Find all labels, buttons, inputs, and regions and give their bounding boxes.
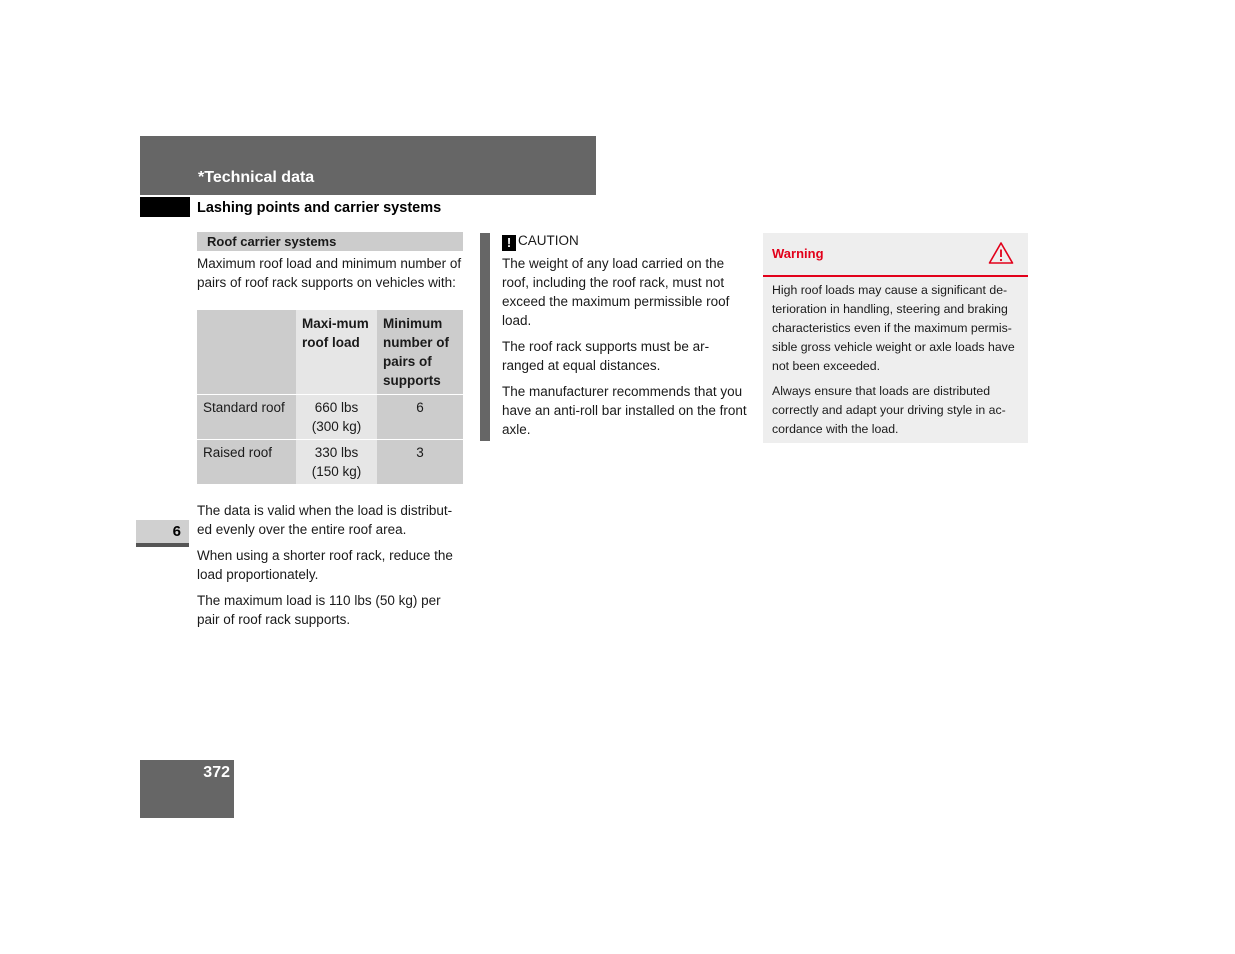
note-text: The maximum load is 110 lbs (50 kg) per pair of roof rack supports.: [197, 593, 441, 627]
caution-bar: [480, 233, 490, 441]
page-number-box: [140, 760, 234, 818]
caution-text: The weight of any load carried on the roof, including the roof rack, must not exceed the maximum permissible roof load.: [502, 256, 730, 328]
left-column: [197, 232, 463, 636]
page-number: 372: [203, 764, 230, 781]
warning-box: [763, 233, 1028, 443]
table-row: [197, 395, 463, 440]
table-header-row: [197, 310, 463, 395]
note-text: When using a shorter roof rack, reduce the load proportionately.: [197, 548, 453, 582]
table-cell-pairs: 3: [377, 440, 463, 485]
header-bar: [140, 136, 596, 195]
table-cell-load: 330 lbs (150 kg): [296, 440, 377, 485]
section-heading: Roof carrier systems: [197, 232, 463, 251]
caution-text: The manufacturer recommends that you have an anti-roll bar installed on the front axle.: [502, 384, 747, 437]
table-header-cell: Minimum number of pairs of supports: [377, 310, 463, 395]
page-header-title: *Technical data: [198, 169, 315, 186]
warning-text: Always ensure that loads are distributed correctly and adapt your driving style in ac-cordance with the load.: [772, 384, 1006, 436]
table-cell-roof: Standard roof: [197, 395, 296, 440]
page-subtitle: Lashing points and carrier systems: [197, 200, 442, 216]
chapter-number: 6: [172, 523, 181, 540]
warning-body: [763, 277, 1028, 439]
note-text: The data is valid when the load is distribut-ed evenly over the entire roof area.: [197, 503, 453, 537]
warning-title: Warning: [772, 246, 824, 261]
table-header-cell: Maxi-mum roof load: [296, 310, 377, 395]
chapter-tab: [136, 520, 189, 548]
caution-text: The roof rack supports must be ar-ranged at equal distances.: [502, 339, 710, 373]
table-cell-load: 660 lbs (300 kg): [296, 395, 377, 440]
warning-header: [763, 233, 1028, 277]
caution-heading: [502, 231, 747, 251]
caution-label: CAUTION: [518, 233, 579, 248]
table-cell-pairs: 6: [377, 395, 463, 440]
table-cell-roof: Raised roof: [197, 440, 296, 485]
caution-block: [502, 231, 747, 446]
section-marker: [140, 197, 190, 217]
warning-triangle-icon: [988, 241, 1014, 265]
intro-text: Maximum roof load and minimum number of pairs of roof rack supports on vehicles with:: [197, 256, 462, 290]
warning-text: High roof loads may cause a significant de-terioration in handling, steering and braking characteristics even if the maximum permis-sible gross vehicle weight or axle loads have not been exceeded.: [772, 283, 1015, 373]
table-header-cell: [197, 310, 296, 395]
table-row: [197, 440, 463, 485]
exclamation-icon: !: [502, 235, 516, 251]
roof-load-table: [197, 310, 463, 485]
